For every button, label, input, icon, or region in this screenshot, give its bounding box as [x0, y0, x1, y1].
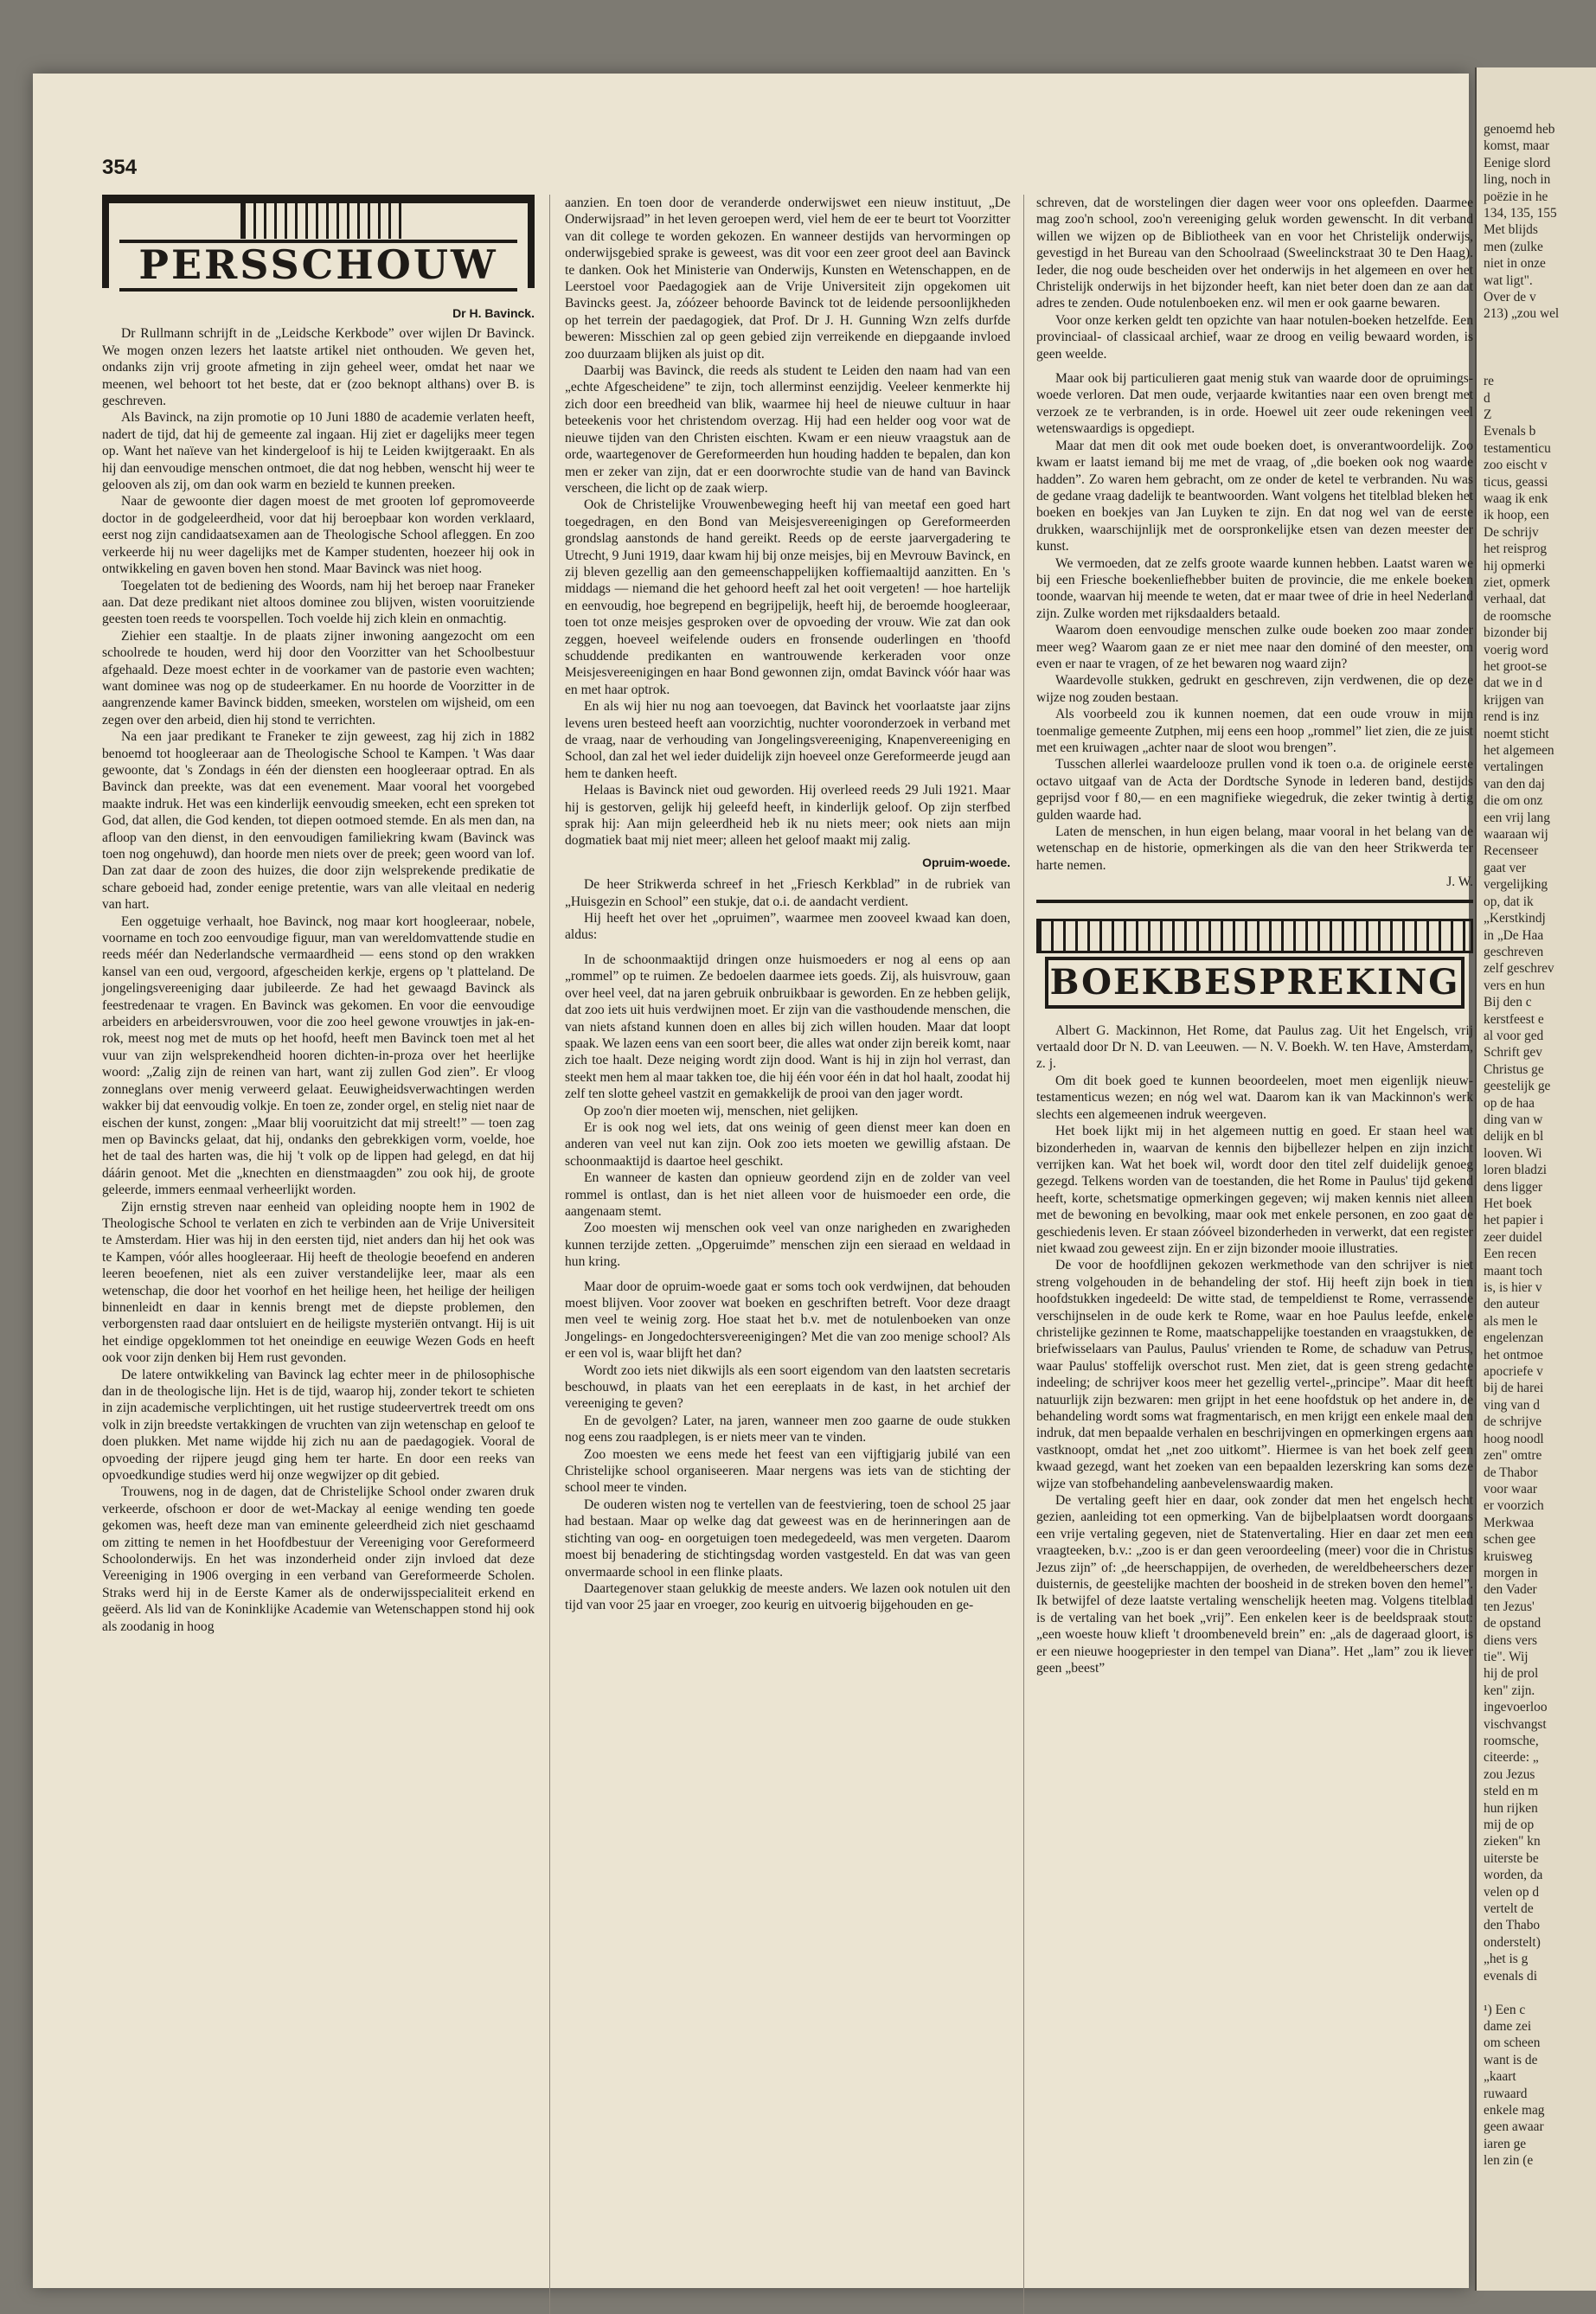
adjacent-page-line: hoog noodl	[1484, 1431, 1544, 1446]
quoted-paragraph: Daartegenover staan gelukkig de meeste anders. We lazen ook notulen uit den tijd van voor 25 jaar en vroeger, zoo keurig en uitvoerig bijgehouden en ge-	[565, 1580, 1010, 1613]
paragraph: Maar ook bij particulieren gaat menig stuk van waarde door de opruimings-woede verloren. Dat men oude, verjaarde kwitanties naar een oven brengt met verzoek ze te verbranden, is in orde. Hoewel uit zeer oude rekeningen veel wetenswaardigs is opgediept.	[1036, 371, 1473, 437]
adjacent-page-line: zeer duidel	[1484, 1229, 1542, 1245]
article-quote-opruim-woede	[565, 952, 1010, 1614]
adjacent-page-line: kerstfeest e	[1484, 1011, 1544, 1027]
adjacent-page-line: apocriefe v	[1484, 1364, 1543, 1380]
adjacent-page-line: looven. Wi	[1484, 1145, 1542, 1161]
adjacent-page-edge	[1475, 67, 1596, 2291]
adjacent-page-line: evenals di	[1484, 1968, 1537, 1984]
adjacent-page-line: roomsche,	[1484, 1734, 1539, 1748]
adjacent-page-line: Over de v	[1484, 290, 1536, 305]
paragraph: Daarbij was Bavinck, die reeds als student te Leiden den naam had van een „echte Afgescheidene” te zijn, toch allerminst eenzijdig. Veeleer kenmerkte hij zich door een breedheid van blik, waarmee hij heel de nieuwe cultuur in haar beteekenis voor het christendom overzag. Hij had een helder oog voor wat de nieuwe tijden van den Christen eischten. Kwam er een nieuw vraagstuk aan de orde, waartegenover de Gereformeerden hun houding hadden te bepalen, dan kon men er zeker van zijn, dat er een doorwrochte studie van de hand van Bavinck verscheen, die licht op de zaak wierp.	[565, 363, 1010, 496]
adjacent-page-line: d	[1484, 390, 1490, 406]
adjacent-page-line: genoemd heb	[1484, 122, 1555, 137]
quoted-paragraph: Zoo moesten wij menschen ook veel van onze narigheden en zwarigheden kunnen terzijde zetten. „Opgeruimde” menschen zijn een sieraad en weldaad in hun kring.	[565, 1221, 1010, 1270]
paragraph: Trouwens, nog in de dagen, dat de Christelijke School onder zwaren druk verkeerde, ofschoon er door de wet-Mackay al eenige wending ten goede gekomen was, heeft deze man van eminente geleerdheid zich niet geschaamd om zitting te nemen in het Hoofdbestuur der Vereeniging voor Gereformeerd Schoolonderwijs. En het was inzonderheid onder zijn invloed dat deze Vereeniging in 1906 overging in een verband van Gereformeerde Scholen. Straks werd hij in de Eerste Kamer als de onderwijsspecialiteit erkend en geëerd. Als lid van de Koninklijke Academie van Wetenschappen stond hij ook als zoodanig in hoog	[102, 1484, 535, 1634]
article-signature: J. W.	[1446, 875, 1473, 890]
adjacent-page-line: loren bladzi	[1484, 1163, 1548, 1178]
book-reference: Albert G. Mackinnon, Het Rome, dat Paulus zag. Uit het Engelsch, vrij vertaald door Dr N. D. van Leeuwen. — N. V. Boekh. W. ten Have, Amsterdam, z. j.	[1036, 1022, 1473, 1072]
adjacent-page-line: „kaart	[1484, 2069, 1516, 2085]
adjacent-page-line: den Thabo	[1484, 1918, 1541, 1933]
adjacent-page-line: als men le	[1484, 1313, 1538, 1329]
article-byline-bavinck: Dr H. Bavinck.	[452, 306, 535, 320]
persschouw-banner	[102, 195, 535, 298]
adjacent-page-line: len zin (e	[1484, 2153, 1534, 2169]
book-review-body	[1036, 1073, 1473, 1677]
adjacent-page-line: maant toch	[1484, 1263, 1542, 1279]
adjacent-page-line: noemt sticht	[1484, 726, 1549, 741]
adjacent-page-line: diens vers	[1484, 1632, 1537, 1648]
quoted-paragraph: Zoo moesten we eens mede het feest van een vijftigjarig jubilé van een Christelijke school organiseeren. Maar nergens was iets van de stichting der school meer te vinden.	[565, 1446, 1010, 1496]
adjacent-page-text	[1484, 121, 1596, 2170]
review-paragraph: De vertaling geeft hier en daar, ook zonder dat men het engelsch hecht gezien, aanleiding tot een opmerking. Van de bijbelplaatsen wordt doorgaans een vrije vertaling gegeven, niet de Statenvertaling. Hier en daar zet men een vraagteeken, b.v.: „zoo is er dan geen veroordeeling (meer) voor die in Christus Jezus zijn” of: „de heerschappijen, de overheden, de wereldbeheerschers dezer duisternis, de geestelijke machten der boosheid in de streken boven den hemel”. Ik betwijfel of deze laatste vertaling wenschelijk heeten mag. Volgens titelblad is de vertaling van het boek „vrij”. Een enkelen keer is de beeldspraak stout: „een woeste houw klieft 't droombeneveld brein” en: „als de dageraad gloort, is er een nieuwe hoogepriester in den tempel van Diana”. Het „lam” zou ik liever geen „beest”	[1036, 1493, 1473, 1676]
adjacent-page-line: poëzie in he	[1484, 189, 1548, 204]
paragraph: Dr Rullmann schrijft in de „Leidsche Kerkbode” over wijlen Dr Bavinck. We mogen onzen lezers het laatste artikel niet onthouden. We geven het, ondanks zijn vrij groote afmeting in zijn geheel weer, omdat het naar we meenen, wel behoort tot het beste, dat er (zoo beknopt althans) over B. is geschreven.	[102, 326, 535, 409]
adjacent-page-line: het ontmoe	[1484, 1347, 1543, 1362]
adjacent-page-line: de Thabor	[1484, 1465, 1538, 1480]
adjacent-page-line: Schrift gev	[1484, 1045, 1542, 1061]
adjacent-page-line: de schrijve	[1484, 1414, 1542, 1430]
adjacent-page-line: bizonder bij	[1484, 625, 1548, 641]
adjacent-page-line: ruwaard	[1484, 2086, 1528, 2101]
adjacent-page-line: de roomsche	[1484, 608, 1552, 624]
adjacent-page-line: „Kerstkindj	[1484, 911, 1546, 926]
adjacent-page-line: De schrijv	[1484, 524, 1539, 540]
adjacent-page-line: velen op d	[1484, 1884, 1540, 1900]
adjacent-page-line: dens ligger	[1484, 1179, 1542, 1195]
review-paragraph: Het boek lijkt mij in het algemeen nuttig en goed. Er staan heel wat bizonderheden in, waarvan de kennis den bijbellezer helpen en zijn inzicht verrijken kan. Wat het boek wil, wordt door den titel zelf duidelijk genoeg gezegd. Telkens worden van de toestanden, die het Rome in Paulus' tijd gekend heeft, korte, schetsmatige opmerkingen gegeven; wij maken kennis niet alleen met de bewoning en bevolking, maar ook met enkele personen, en zoo gaat de geschiedenis leven. Er staan zóóveel bizonderheden in verwerkt, dat een register niet kwaad zou geweest zijn. En er zijn bizonder mooie illustraties.	[1036, 1124, 1473, 1256]
banner-building-illustration	[240, 198, 401, 239]
adjacent-page-line: zoo eischt v	[1484, 458, 1548, 473]
adjacent-page-line: Bij den c	[1484, 995, 1532, 1010]
adjacent-page-line	[1484, 339, 1596, 356]
column-divider-1	[549, 195, 550, 2314]
adjacent-page-line: vergelijking	[1484, 877, 1548, 893]
adjacent-page-line: ticus, geassi	[1484, 474, 1548, 490]
adjacent-page-line: niet in onze	[1484, 256, 1546, 272]
adjacent-page-line: worden, da	[1484, 1868, 1543, 1883]
newspaper-page-354	[33, 74, 1473, 2288]
boekbespreking-banner	[1036, 915, 1473, 1010]
adjacent-page-line: Eenige slord	[1484, 155, 1551, 170]
section-title-persschouw: PERSSCHOUW	[119, 240, 517, 292]
adjacent-page-line: engelenzan	[1484, 1330, 1544, 1346]
adjacent-page-line: Recenseer	[1484, 843, 1539, 859]
adjacent-page-line: den auteur	[1484, 1297, 1540, 1312]
paragraph: Na een jaar predikant te Franeker te zijn geweest, zag hij zich in 1882 benoemd tot hoogleeraar aan de Theologische School te Kampen. 't Was daar gewoonte, dat 's Zondags in één der diensten een hoogleeraar optrad. En als Bavinck dan preekte, was dat een evenement. Maar vooral het voorgebed maakte indruk. Het was een kinderlijk eenvoudig smeeken, echt een spreken tot God, dat allen, die God kenden, tot diepen ootmoed stemde. En als men dan, na afloop van den dienst, in den eenvoudigen familiekring kwam (Bavinck was toen nog ongehuwd), dan hoorde men niets over de preek; geen woord van lof. Dan zat daar de zoon des huizes, die door zijn welsprekende predikatie de schare geboeid had, zonder eenige pretentie, wars van alle vleitaal en nederig van hart.	[102, 729, 535, 913]
adjacent-page-line: komst, maar	[1484, 138, 1550, 154]
banner-illustration	[1036, 919, 1473, 953]
adjacent-page-line: is, is hier v	[1484, 1280, 1542, 1296]
adjacent-page-line: zieken" kn	[1484, 1834, 1541, 1849]
paragraph: Een oggetuige verhaalt, hoe Bavinck, nog maar kort hoogleeraar, nobele, voorname en toch zoo eenvoudige figuur, man van wereldomvattende studie en reeds méér dan Nederlandsche vermaardheid — eens stond op den wrakken kansel van een oud, vergoord, afgescheiden kerkje, ergens op 't platteland. De jongelingsvereeniging daar jubileerde. Ze had het gewaagd Bavinck als feestredenaar te vragen. En Bavinck was gekomen. En voor die eenvoudige arbeiders en arbeidersvrouwen, voor die zoo heel gewone vrouwtjes in jak-en-rok, meest nog met de muts op het hoofd, heeft men Bavinck toen met al het vuur van zijn welsprekendheid hooren dichten-in-proza over het heerlijke woord: „Zalig zijn de reinen van hart, want zij zullen God zien”. Er vloog zonneglans over menig verweerd gelaat. Eeuwigheidsverwachtingen werden wakker bij dat eenvoudig volkje. En toen ze, zonder orgel, en stelig niet naar de eischen der kunst, zongen: „Maar blij vooruitzicht dat mij streelt!” — toen zag men op Bavincks gelaat, dat hij, ondanks den gebrekkigen vorm, voelde, hoe het de taal des harten was, die hij 't volk op de lippen had gelegd, en dat hij dáárin genoot. Met die „knechten en dienstmaagden” zou ook hij, de groote geleerde, immers eenmaal verheerlijkt worden.	[102, 913, 535, 1198]
adjacent-page-line: voerig word	[1484, 642, 1548, 657]
paragraph: Naar de gewoonte dier dagen moest de met grooten lof gepromoveerde doctor in de godgeleerdheid, voor dat hij beroepbaar kon worden verklaard, eerst nog zijn candidaatsexamen aan de Theologische School afleggen. En zoo verkeerde hij nu weer dagelijks met de Kamper studenten, hoezeer hij ook in ontwikkeling en gaven boven hen stond. Maar Bavinck was niet hoog.	[102, 494, 535, 577]
adjacent-page-line: hij de prol	[1484, 1666, 1539, 1682]
article-body-opruim-woede-continued	[1036, 195, 1473, 874]
quoted-paragraph: Er is ook nog wel iets, dat ons weinig of geen dienst meer kan doen en anderen van veel nut kan zijn. Ook zoo iets moeten we gewillig afstaan. De schoonmaaktijd is daartoe heel geschikt.	[565, 1119, 1010, 1169]
adjacent-page-line: geschreven	[1484, 944, 1544, 959]
adjacent-page-line: op, dat ik	[1484, 894, 1534, 909]
adjacent-page-line: ving van d	[1484, 1397, 1540, 1413]
paragraph: Ook de Christelijke Vrouwenbeweging heeft hij van meetaf een goed hart toegedragen, en den Bond van Meisjesvereenigingen op Gereformeerden grondslag aanstonds de hand gereikt. Reeds op de eerste jaarvergadering te Utrecht, 9 Juni 1919, daar kwam hij bij onze meisjes, bij en Mevrouw Bavinck, en zij bleven gezellig aan den gemeenschappelijken koffiemaaltijd aanzitten. En 's middags — niemand die het gehoord heeft zal het ooit vergeten! — hoe hartelijk en eenvoudig, hoe begrepend en begrijpelijk, heeft hij, de beroemde hoogleeraar, toen tot onze meisjes gesproken over de opvoeding der vrouw. Wie zat dan ook zeggen, hoeveel weifelende ouders en fronsende ouderlingen en 'thoofd schuddende predikanten en wantrouwende kerkeraden voor onze Meisjesvereenigingen en haar Bond gewonnen zijn, omdat Bavinck vóór haar was en met haar optrok.	[565, 497, 1010, 697]
paragraph: Als Bavinck, na zijn promotie op 10 Juni 1880 de academie verlaten heeft, nadert de tijd, dat hij de gemeente zal ingaan. Hij ziet er dagelijks meer tegen op. Want het naïeve van het kindergeloof is hij te Leiden kwijtgeraakt. En als hij dan eenvoudige menschen ontmoet, die dat nog hebben, wenscht hij weer te gelooven als zij, om dan ook warm en bezield te kunnen preeken.	[102, 410, 535, 493]
adjacent-page-line: men (zulke	[1484, 239, 1543, 254]
quoted-paragraph: In de schoonmaaktijd dringen onze huismoeders er nog al eens op aan „rommel” op te ruimen. Ze bedoelen daarmee iets goeds. Zij, als huisvrouw, gaan over heel veel, dat na jaren gebruik onbruikbaar is geworden. En ze hebben gelijk, dat zoo iets uit huis verdwijnen moet. Er zijn van die vasthoudende menschen, die van niets afstand kunnen doen en alles bij zich willen houden. Maar dat loopt spaak. We lazen eens van een soort beer, die alles wat onder zijn bereik komt, naar zich toe haalt. Deze neiging wordt zijn dood. Want is hij in zijn hol verrast, dan steekt men hem al maar takken toe, die hij één voor één in dat hol haalt, zoodat hij zelf ten slotte geheel vastzit en gemakkelijk de prooi van den jager wordt.	[565, 952, 1010, 1102]
section-divider	[1036, 900, 1473, 903]
paragraph: Tusschen allerlei waardelooze prullen vond ik toen o.a. de originele eerste octavo uitgaaf van de Acta der Dordtsche Synode in lederen band, destijds geprijsd voor f 80,— en een magnifieke wiegedruk, die zeker twintig à dertig gulden waarde had.	[1036, 757, 1473, 823]
adjacent-page-line: krijgen van	[1484, 692, 1544, 708]
adjacent-page-line: hij opmerki	[1484, 558, 1546, 574]
adjacent-page-line: kruisweg	[1484, 1548, 1533, 1564]
adjacent-page-line: onderstelt)	[1484, 1934, 1541, 1950]
adjacent-page-line	[1484, 1984, 1596, 2001]
paragraph: En als wij hier nu nog aan toevoegen, dat Bavinck het voorlaatste jaar zijns levens uren besteed heeft aan voorzichtig, nuchter vooronderzoek in verband met de vraag, naar de verhouding van Jongelingsvereeniging, Knapenvereeniging en School, dan zal het wel ieder duidelijk zijn hoeveel onze Gereformeerde jeugd aan hem te danken heeft.	[565, 699, 1010, 781]
adjacent-page-line: Met blijds	[1484, 222, 1538, 238]
paragraph: Waarom doen eenvoudige menschen zulke oude boeken zoo maar zonder meer weg? Waarom gaan ze er niet mee naar den dominé of den meester, om even er naar te vragen, of ze het bewaren nog waard zijn?	[1036, 623, 1473, 671]
adjacent-page-line: ten Jezus'	[1484, 1599, 1535, 1614]
adjacent-page-line: geestelijk ge	[1484, 1079, 1551, 1094]
paragraph: schreven, dat de worstelingen dier dagen weer voor ons opleefden. Daarmee mag zoo'n school, zoo'n vereeniging geluk worden gewenscht. In dit verband willen we wijzen op de Bibliotheek van en voor het Christelijk onderwijs, gevestigd in het Bureau van den Schoolraad (Sweelinckstraat 30 te Den Haag). Ieder, die nog oude bescheiden over het onderwijs in het algemeen en over het Christelijk onderwijs in het bijzonder heeft, kan niet beter doen dan ze aan dat adres te zenden. Oude notulenboeken enz. wil men er ook gaarne bewaren.	[1036, 196, 1473, 311]
adjacent-page-line: waag ik enk	[1484, 490, 1548, 506]
paragraph: We vermoeden, dat ze zelfs groote waarde kunnen hebben. Laatst waren we bij een Friesche boekenliefhebber buiten de provincie, die me enkele boeken toonde, waarvan hij meende te weten, dat er maar twee of drie in heel Nederland zijn. Zulke worden met rijksdaalders betaald.	[1036, 555, 1473, 621]
adjacent-page-line: ziet, opmerk	[1484, 574, 1550, 590]
adjacent-page-line: Z	[1484, 407, 1492, 422]
adjacent-page-line: wat ligt".	[1484, 272, 1533, 288]
column-3	[1036, 195, 1473, 1677]
adjacent-page-line: de opstand	[1484, 1616, 1542, 1631]
adjacent-page-line: dame zei	[1484, 2018, 1532, 2034]
adjacent-page-line: gaat ver	[1484, 860, 1527, 875]
paragraph: Waardevolle stukken, gedrukt en geschreven, zijn verdwenen, die op deze wijze nog zouden bestaan.	[1036, 673, 1473, 705]
section-title-boekbespreking: BOEKBESPREKING	[1045, 957, 1465, 1009]
adjacent-page-line: vertelt de	[1484, 1901, 1534, 1917]
adjacent-page-line: zou Jezus	[1484, 1766, 1535, 1782]
adjacent-page-line: testamenticu	[1484, 440, 1551, 456]
adjacent-page-line: in „De Haa	[1484, 927, 1544, 943]
paragraph: Toegelaten tot de bediening des Woords, nam hij het beroep naar Franeker aan. Dat deze predikant niet altoos dominee zou blijven, wisten vooruitziende geesten toen reeds te voorspellen. Toch voelde hij zich klein en onmachtig.	[102, 578, 535, 627]
adjacent-page-line: mij de op	[1484, 1817, 1535, 1833]
banner-left-post	[102, 202, 109, 288]
adjacent-page-line: die om onz	[1484, 793, 1543, 809]
column-1	[102, 195, 535, 1635]
adjacent-page-line: vischvangst	[1484, 1716, 1547, 1732]
paragraph: Als voorbeeld zou ik kunnen noemen, dat een oude vrouw in mijn toenmalige gemeente Zutphen, mij eens een hoop „rommel” liet zien, die ze juist met een kruiwagen „achter naar de sloot wou brengen”.	[1036, 707, 1473, 755]
adjacent-page-line: uiterste be	[1484, 1850, 1539, 1866]
adjacent-page-line: al voor ged	[1484, 1028, 1544, 1043]
adjacent-page-line: dat we in d	[1484, 676, 1542, 691]
paragraph: Laten de menschen, in hun eigen belang, maar vooral in het belang van de wetenschap en de historie, opmerkingen als die van den heer Strikwerda ter harte nemen.	[1036, 824, 1473, 873]
adjacent-page-line: bij de harei	[1484, 1381, 1544, 1396]
quoted-paragraph: En de gevolgen? Later, na jaren, wanneer men zoo gaarne de oude stukken nog eens zou raadplegen, is er niets meer van te vinden.	[565, 1413, 1010, 1445]
adjacent-page-line: rend is inz	[1484, 709, 1540, 725]
adjacent-page-line: het reisprog	[1484, 542, 1548, 557]
adjacent-page-line: „het is g	[1484, 1952, 1529, 1967]
adjacent-page-line: geen awaar	[1484, 2119, 1544, 2135]
adjacent-page-line: waaraan wij	[1484, 827, 1548, 843]
adjacent-page-line: verhaal, dat	[1484, 592, 1546, 607]
adjacent-page-line: van den daj	[1484, 776, 1545, 792]
adjacent-page-line: een vrij lang	[1484, 810, 1550, 825]
column-2	[565, 195, 1010, 1614]
adjacent-page-line: ik hoop, een	[1484, 508, 1549, 523]
adjacent-page-line: morgen in	[1484, 1565, 1538, 1580]
paragraph: Hij heeft het over het „opruimen”, waarmee men zooveel kwaad kan doen, aldus:	[565, 911, 1010, 943]
adjacent-page-line: den Vader	[1484, 1582, 1537, 1598]
adjacent-page-line: zelf geschrev	[1484, 961, 1554, 977]
adjacent-page-line: het algemeen	[1484, 743, 1554, 759]
paragraph: aanzien. En toen door de veranderde onderwijswet een nieuw instituut, „De Onderwijsraad” in het leven geroepen werd, viel hem de eer te beurt tot Voorzitter van dit college te worden gekozen. En wanneer destijds van hervormingen op onderwijsgebied sprake is geweest, was dit voor een zeer groot deel aan Bavinck te danken. Ook het Ministerie van Onderwijs, Kunsten en Wetenschappen, en de Leerstoel voor Paedagogiek aan de Vrije Universiteit zijn opgekomen uit Bavincks geest. Ja, zóózeer behoorde Bavinck tot de leidende persoonlijkheden op het terrein der paedagogiek, dat Prof. Dr J. H. Gunning Wzn zelfs durfde beweren: Misschien zal op geen gebied zijn verreikende en diepgaande invloed zoo duurzaam blijken als juist op dit.	[565, 196, 1010, 362]
adjacent-page-line	[1484, 356, 1596, 373]
adjacent-page-line: citeerde: „	[1484, 1750, 1539, 1766]
adjacent-page-line: iaren ge	[1484, 2136, 1527, 2151]
adjacent-page-line: want is de	[1484, 2052, 1538, 2067]
adjacent-page-line	[1484, 323, 1596, 339]
adjacent-page-line: re	[1484, 374, 1494, 389]
adjacent-page-line: er voorzich	[1484, 1498, 1544, 1514]
adjacent-page-line: het groot-se	[1484, 659, 1548, 674]
quoted-paragraph: En wanneer de kasten dan opnieuw geordend zijn en de zolder van veel rommel is ontlast, dan is het niet alleen voor de huismoeder een orde, die aangenaam stemt.	[565, 1170, 1010, 1219]
paragraph: Zijn ernstig streven naar eenheid van opleiding noopte hem in 1902 de Theologische School te verlaten en zich te verbinden aan de Vrije Universiteit te Amsterdam. Hier was hij in den eersten tijd, niet anders dan hij het ook was te Kampen, vóór alles hoogleeraar. Hij heeft de theologie beoefend en anderen leeren beoefenen, niet als een zuiver verstandelijke leer, maar als een wetenschap, die door het voorhof en het heilige heen, het heilige der heiligen binnenleidt en daar in kennis brengt met de diepste problemen, den verborgensten raad daar ontsluiert en de heiligste mysteriën ontvangt. Hij is uit het eindige opgeklommen tot het oneindige en eeuwige Wezen Gods en heeft ook voor zijn denken bij Hem rust gevonden.	[102, 1199, 535, 1366]
adjacent-page-line: op de haa	[1484, 1095, 1535, 1111]
adjacent-page-line: vers en hun	[1484, 978, 1545, 993]
adjacent-page-line: Christus ge	[1484, 1061, 1544, 1077]
adjacent-page-line: ingevoerloo	[1484, 1700, 1548, 1715]
adjacent-page-line: delijk en bl	[1484, 1129, 1544, 1144]
page-number: 354	[102, 156, 138, 179]
review-paragraph: De voor de hoofdlijnen gekozen werkmethode van den schrijver is niet streng volgehouden in de behandeling der stof. Hij heeft zijn boek in tien hoofdstukken ingedeeld: De witte stad, de tempeldienst te Rome, verrassende verschijnselen in de oude kerk te Rome, waar en hoe Paulus leefde, enkele christelijke gezinnen te Rome, maatschappelijke toestanden en vraagstukken, de briefwisselaars van Paulus, Paulus' vrienden te Rome, de schaduw van Petrus, waar Paulus' stoffelijk overschot rust. Men ziet, dat is geen streng gedachte indeeling; de schrijver koos meer het gezellig vertel-„principe”. Maar dit heeft natuurlijk zijn bezwaren: men grijpt in het eene hoofdstuk op het andere in, de behandeling wordt soms wat fragmentarisch, en men krijgt een enkele maal den indruk, dat men bepaalde verhalen en beschrijvingen en opmerkingen ergens aan vastknoopt, omdat het „net zoo uitkomt”. Hiermee is van het boek zelf geen kwaad gezegd, want het zoeken van een bepaalden lezerskring kan soms deze wijze van stofbehandeling aanbevelenswaardig maken.	[1036, 1258, 1473, 1491]
adjacent-page-line: 134, 135, 155	[1484, 206, 1557, 221]
adjacent-page-line: ling, noch in	[1484, 172, 1551, 188]
adjacent-page-line: Evenals b	[1484, 424, 1536, 439]
quoted-paragraph: Wordt zoo iets niet dikwijls als een soort eigendom van den laatsten secretaris beschouwd, in plaats van het een eereplaats in de kast, in het archief der vereeniging te geven?	[565, 1362, 1010, 1412]
article-body-bavinck-continued	[565, 195, 1010, 849]
adjacent-page-line: ken" zijn.	[1484, 1683, 1535, 1698]
adjacent-page-line: om scheen	[1484, 2035, 1541, 2051]
quoted-paragraph: De ouderen wisten nog te vertellen van de feestviering, toen de school 25 jaar had bestaan. Maar op welke dag dat geweest was en de herinneringen aan de stichting van oog- en oorgetuigen toen medegedeeld, was men vergeten. Daarom moest bij benadering de stichtingsdag worden vastgesteld. En dat was van geen onvermaarde school in een flinke plaats.	[565, 1497, 1010, 1580]
article-heading-opruim-woede: Opruim-woede.	[922, 855, 1010, 869]
quoted-paragraph: Op zoo'n dier moeten wij, menschen, niet gelijken.	[584, 1103, 859, 1119]
column-divider-2	[1023, 195, 1024, 2314]
review-paragraph: Om dit boek goed te kunnen beoordeelen, moet men eigenlijk nieuw-testamenticus wezen; en nóg wel wat. Daarom kan ik van Mackinnon's werk slechts een algemeenen indruk weergeven.	[1036, 1073, 1473, 1122]
adjacent-page-line: hun rijken	[1484, 1800, 1538, 1816]
adjacent-page-line: het papier i	[1484, 1213, 1544, 1228]
quoted-paragraph: Maar door de opruim-woede gaat er soms toch ook verdwijnen, dat behouden moest blijven. Voor zoover wat boeken en geschriften betreft. Voor deze draagt men veel te weinig zorg. Hoe staat het b.v. met de notulenboeken van onze Jongelings- en Jongedochtersvereenigingen? Met die van zoo menige school? Als er een vol is, waar blijft het dan?	[565, 1279, 1010, 1362]
article-body-bavinck	[102, 325, 535, 1635]
adjacent-page-line: zen" omtre	[1484, 1448, 1542, 1464]
adjacent-page-line: ding van w	[1484, 1112, 1543, 1127]
paragraph: De latere ontwikkeling van Bavinck lag echter meer in de philosophische dan in de theologische lijn. Het is de tijd, waarop hij, zonder tekort te schieten in zijn academische verplichtingen, uit het rustige studeervertrek treedt om ons volk in zijn breedste vertakkingen de vruchten van zijn wetenschap en geloof te doen plukken. Met name wijdde hij zich nu aan de paedagogiek. Vooral de opvoeding der rijpere jeugd ging hem ter harte. En door een reeks van opvoedkundige studies werd hij onze wegwijzer op dit gebied.	[102, 1367, 535, 1484]
adjacent-page-line: Het boek	[1484, 1196, 1532, 1211]
paragraph: Helaas is Bavinck niet oud geworden. Hij overleed reeds 29 Juli 1921. Maar hij is gestorven, gelijk hij geleefd heeft, in kinderlijk geloof. Op zijn sterfbed sprak hij: Aan mijn geleerdheid heb ik nu niets meer; ook niets aan mijn dogmatiek baat mij niet meer; alleen het geloof maakt mij zalig.	[565, 783, 1010, 849]
banner-right-post	[528, 202, 535, 288]
paragraph: Voor onze kerken geldt ten opzichte van haar notulen-boeken hetzelfde. Een provinciaal- of classicaal archief, waar ze droog en veilig bewaard worden, is geen weelde.	[1036, 312, 1473, 362]
adjacent-page-line: Een recen	[1484, 1247, 1537, 1262]
paragraph: Maar dat men dit ook met oude boeken doet, is onverantwoordelijk. Zoo kwam er laatst iemand bij me met de vraag, of „die boeken ook nog waarde hadden”. Zo waren hem gebracht, om ze onder de ketel te verbranden. Nu was de gedane vraag dadelijk te beantwoorden. Want volgens het titelblad bleken het boeken en boekjes van Jan Luyken te zijn. En dat nog wel van de eerste drukken, waarschijnlijk met de oorspronkelijke etsen van dezen meester der kunst.	[1036, 438, 1473, 554]
adjacent-page-line: vertalingen	[1484, 760, 1544, 775]
adjacent-page-line: voor waar	[1484, 1481, 1537, 1497]
adjacent-page-line: ¹) Een c	[1484, 2002, 1526, 2017]
adjacent-page-line: steld en m	[1484, 1784, 1539, 1799]
adjacent-page-line: enkele mag	[1484, 2102, 1545, 2118]
adjacent-page-line: schen gee	[1484, 1532, 1536, 1548]
article-intro-opruim-woede	[565, 876, 1010, 944]
adjacent-page-line: Merkwaa	[1484, 1515, 1535, 1530]
paragraph: De heer Strikwerda schreef in het „Friesch Kerkblad” in de rubriek van „Huisgezin en School” een stukje, dat o.i. de aandacht verdient.	[565, 877, 1010, 909]
adjacent-page-line: 213) „zou wel	[1484, 306, 1560, 322]
paragraph: Ziehier een staaltje. In de plaats zijner inwoning aangezocht om een schoolrede te houden, werd hij door den Voorzitter van het Schoolbestuur afgehaald. Deze moest echter in de voorkamer van de pastorie even wachten; want dominee was nog op de studeerkamer. En nu hoorde de Voorzitter in de aangrenzende kamer Bavinck bidden, smeeken, worstelen om wijsheid, om een zegen over den arbeid, dien hij stond te verrichten.	[102, 628, 535, 728]
adjacent-page-line: tie". Wij	[1484, 1649, 1529, 1664]
